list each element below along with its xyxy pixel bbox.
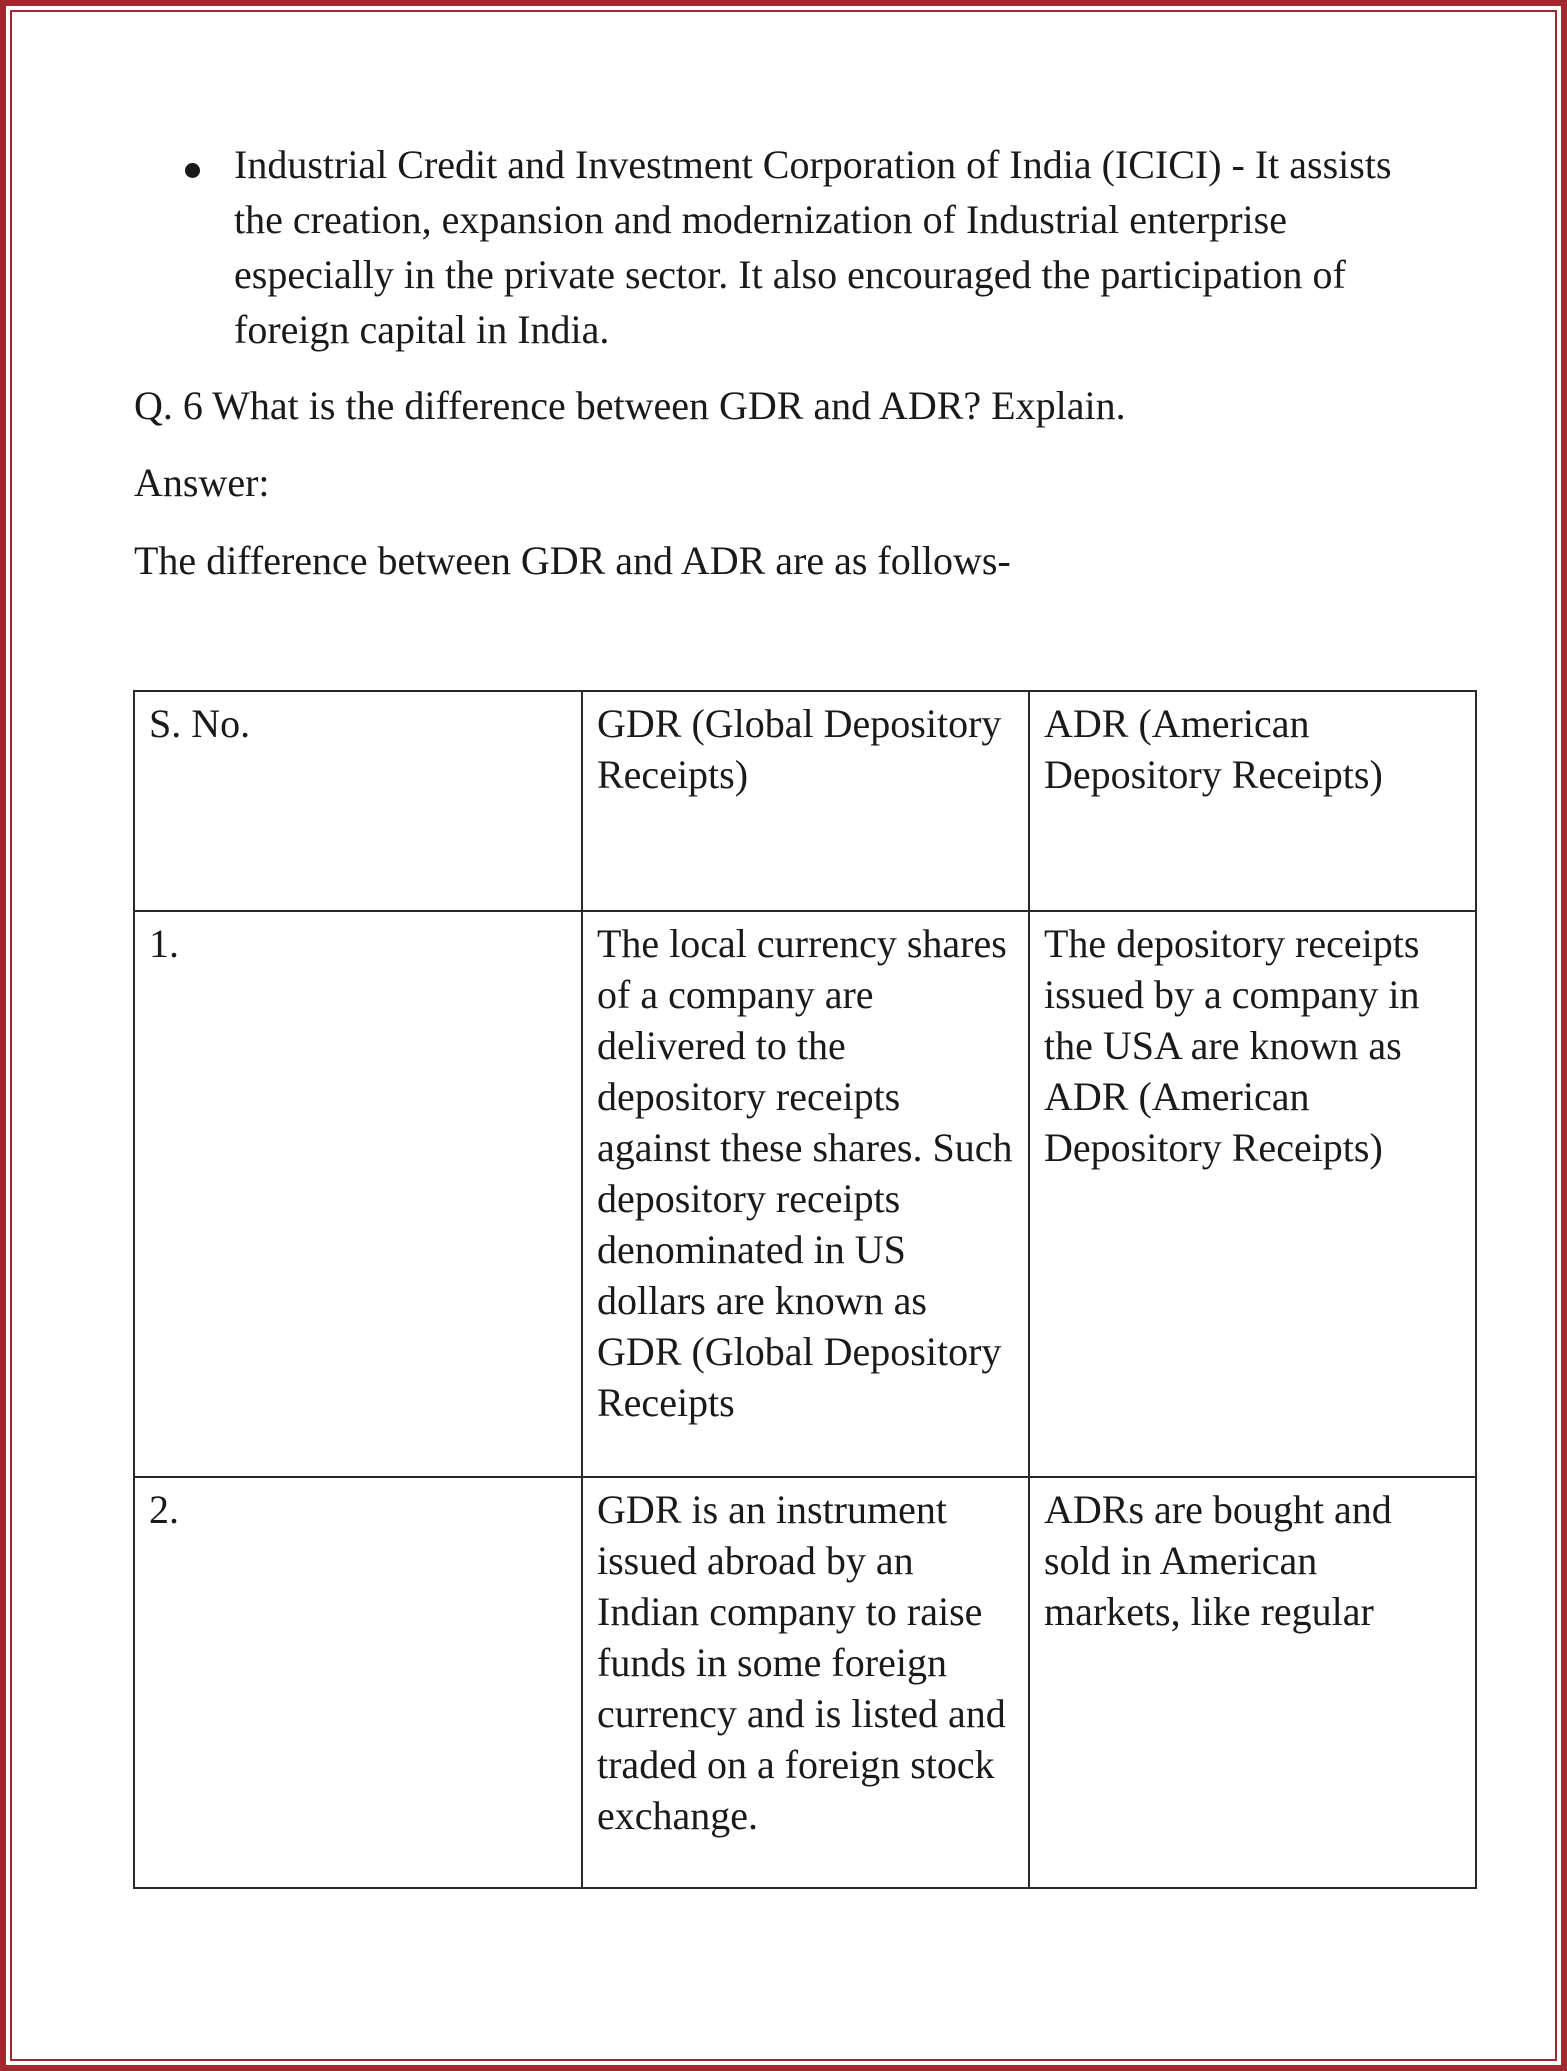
bullet-text: Industrial Credit and Investment Corporation of India (ICICI) - It assists the creation, expansion and modernization of Industrial enterprise especially in the private sector. It also encouraged the participation of foreign capital in India. (234, 142, 1392, 352)
header-gdr: GDR (Global Depository Receipts) (582, 691, 1029, 911)
cell-sno: 1. (134, 911, 582, 1477)
table-header-row (134, 691, 1476, 911)
bullet-dot-icon (185, 163, 200, 178)
cell-sno: 2. (134, 1477, 582, 1888)
cell-gdr: GDR is an instrument issued abroad by an Indian company to raise funds in some foreign currency and is listed and traded on a foreign stock exchange. (582, 1477, 1029, 1888)
table-row (134, 911, 1476, 1477)
header-adr: ADR (American Depository Receipts) (1029, 691, 1476, 911)
comparison-table (133, 690, 1477, 1889)
bullet-item (185, 137, 1425, 357)
cell-adr: The depository receipts issued by a company in the USA are known as ADR (American Depository Receipts) (1029, 911, 1476, 1477)
question-heading: Q. 6 What is the difference between GDR and ADR? Explain. (134, 383, 1126, 428)
intro-text: The difference between GDR and ADR are as follows- (134, 538, 1011, 583)
answer-label: Answer: (134, 460, 270, 505)
table-row (134, 1477, 1476, 1888)
cell-gdr: The local currency shares of a company are delivered to the depository receipts against these shares. Such depository receipts denominated in US dollars are known as GDR (Global Depository Receipts (582, 911, 1029, 1477)
cell-adr: ADRs are bought and sold in American markets, like regular (1029, 1477, 1476, 1888)
header-sno: S. No. (134, 691, 582, 911)
